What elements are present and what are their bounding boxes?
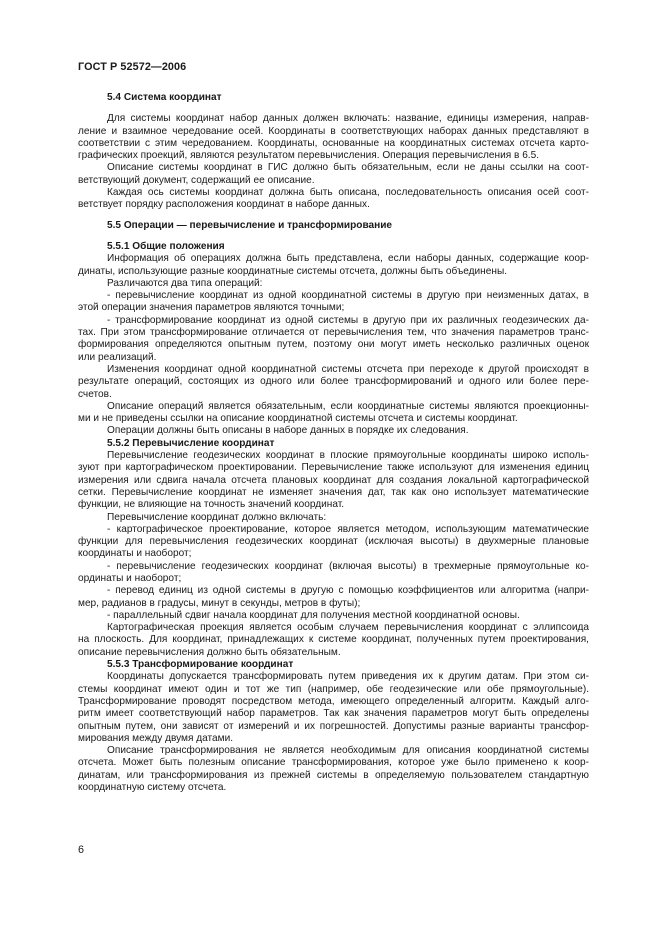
text-line: - перевод единиц из одной системы в другую с помощью коэффициентов или алгоритма (напри- bbox=[107, 585, 589, 597]
paragraph bbox=[78, 425, 589, 437]
text-line: этой операции значения параметров являются точными; bbox=[78, 302, 345, 314]
section-heading: 5.5.2 Перевычисление координат bbox=[107, 437, 275, 449]
text-line: функции для перевычисления геодезических координат (исключая высоты) в двухмерные плановые bbox=[78, 536, 589, 548]
text-line: - параллельный сдвиг начала координат для получения местной координатной основы. bbox=[107, 609, 520, 621]
paragraph bbox=[78, 113, 589, 162]
text-line: Для системы координат набор данных должен включать: название, единицы измерения, направ- bbox=[107, 113, 589, 125]
paragraph bbox=[78, 401, 589, 426]
text-line: отсчета. Может быть полезным описание трансформирования, которое уже было применено к коор- bbox=[78, 757, 589, 769]
section-heading: 5.5.1 Общие положения bbox=[107, 240, 225, 252]
paragraph bbox=[78, 671, 589, 745]
section-heading: 5.5 Операции — перевычисление и трансформирование bbox=[107, 219, 393, 231]
text-line: Каждая ось системы координат должна быть описана, последовательность описания осей соот- bbox=[107, 187, 589, 199]
text-line: - картографическое проектирование, которое является методом, использующим математические bbox=[107, 523, 589, 535]
text-line: Описание операций является обязательным, если координатные системы являются проекционны- bbox=[107, 400, 589, 412]
paragraph bbox=[78, 450, 589, 511]
text-line: опытным путем, они зависят от измерений и их погрешностей. Допустимы разные варианты трансфор- bbox=[78, 720, 589, 732]
text-line: тах. При этом трансформирование отличается от перевычисления тем, что значения параметров транс- bbox=[78, 327, 589, 339]
text-line: Перевычисление геодезических координат в плоские прямоугольные координаты широко исполь- bbox=[107, 450, 589, 462]
text-line: мер, радианов в градусы, минут в секунды, метров в футы); bbox=[78, 597, 361, 609]
text-line: описание перевычисления должно быть обязательным. bbox=[78, 646, 341, 658]
text-line: графических проекций, являются результатом перевычисления. Операция перевычисления в 6.5. bbox=[78, 150, 540, 162]
text-line: ритм имеет соответствующий набор параметров. Так как значения параметров могут быть определены bbox=[78, 708, 589, 720]
text-line: - трансформирование координат из одной системы в другую при их различных геодезических да- bbox=[107, 314, 589, 326]
text-line: динаты, использующие разные координатные системы отсчета, должны быть объединены. bbox=[78, 265, 508, 277]
paragraph bbox=[78, 162, 589, 187]
text-line: ветствует порядку расположения координат в наборе данных. bbox=[78, 199, 370, 211]
text-line: координатную систему отсчета. bbox=[78, 782, 227, 794]
text-line: счетов. bbox=[78, 388, 112, 400]
text-line: ветствующий документ, содержащий ее описание. bbox=[78, 174, 315, 186]
text-line: или реализаций. bbox=[78, 351, 157, 363]
text-line: соответствии с этим чередованием. Координаты, основанные на координатных системах отсчета карто- bbox=[78, 137, 589, 149]
paragraph bbox=[78, 585, 589, 610]
paragraph bbox=[78, 187, 589, 212]
section-heading: 5.4 Система координат bbox=[107, 92, 222, 103]
text-line: Операции должны быть описаны в наборе данных в порядке их следования. bbox=[107, 425, 469, 437]
paragraph bbox=[78, 745, 589, 794]
text-line: сетки. Перевычисление координат не изменяет значения дат, так как оно использует математические bbox=[78, 486, 589, 498]
paragraph bbox=[78, 610, 589, 622]
text-line: Информация об операциях должна быть представлена, если наборы данных, содержащие коор- bbox=[107, 253, 589, 265]
text-line: - перевычисление координат из одной координатной системы в другую при неизменных датах, в bbox=[107, 290, 589, 302]
paragraph bbox=[78, 278, 589, 290]
text-line: динатам, или трансформирования из прежней системы в определяемую пользователем стандартную bbox=[78, 769, 589, 781]
text-line: Описание системы координат в ГИС должно быть обязательным, если не даны ссылки на соот- bbox=[107, 162, 589, 174]
text-line: Различаются два типа операций: bbox=[107, 277, 263, 289]
text-line: мирования между двумя датами. bbox=[78, 732, 234, 744]
text-line: Координаты допускается трансформировать путем приведения их к другим датам. При этом си- bbox=[107, 671, 589, 683]
document-body bbox=[78, 92, 589, 794]
page-number: 6 bbox=[78, 844, 85, 856]
text-line: Перевычисление координат должно включать: bbox=[107, 511, 327, 523]
document-header: ГОСТ Р 52572—2006 bbox=[78, 61, 187, 73]
text-line: Изменения координат одной координатной системы отсчета при переходе к другой происходят в bbox=[107, 363, 589, 375]
text-line: Картографическая проекция является особым случаем перевычисления координат с эллипсоида bbox=[107, 622, 589, 634]
paragraph bbox=[78, 512, 589, 524]
paragraph bbox=[78, 364, 589, 401]
text-line: Описание трансформирования не является необходимым для описания координатной системы bbox=[107, 745, 589, 757]
section-heading: 5.5.3 Трансформирование координат bbox=[107, 659, 294, 671]
paragraph bbox=[78, 524, 589, 561]
text-line: стемы координат имеют один и тот же тип (например, обе геодезические или обе прямоугольные). bbox=[78, 683, 589, 695]
text-line: результате операций, состоящих из одного или более трансформирований и одного или более пере- bbox=[78, 376, 589, 388]
paragraph bbox=[78, 290, 589, 315]
text-line: ординаты и наоборот; bbox=[78, 572, 182, 584]
text-line: функции, не влияющие на точность значений координат. bbox=[78, 499, 345, 511]
text-line: Трансформирование проводят посредством метода, имеющего определенный алгоритм. Каждый алго- bbox=[78, 695, 589, 707]
text-line: зуют при картографическом проектировании. Перевычисление также используют для изменения единиц bbox=[78, 462, 589, 474]
text-line: ми и не приведены ссылки на описание координатной системы отсчета и системы координат. bbox=[78, 413, 518, 425]
text-line: ление и взаимное чередование осей. Координаты в соответствующих наборах данных представляют в bbox=[78, 125, 589, 137]
text-line: формирования определяются опытным путем, поэтому они могут иметь несколько различных оценок bbox=[78, 339, 589, 351]
paragraph bbox=[78, 622, 589, 659]
text-line: на плоскость. Для координат, принадлежащих к системе координат, полученных путем проектирования, bbox=[78, 634, 589, 646]
text-line: координаты и наоборот; bbox=[78, 548, 192, 560]
text-line: измерения или сдвига начала отсчета плановых координат для создания локальной картографической bbox=[78, 474, 589, 486]
paragraph bbox=[78, 253, 589, 278]
paragraph bbox=[78, 561, 589, 586]
text-line: - перевычисление геодезических координат (включая высоты) в трехмерные прямоугольные ко- bbox=[107, 560, 589, 572]
paragraph bbox=[78, 315, 589, 364]
